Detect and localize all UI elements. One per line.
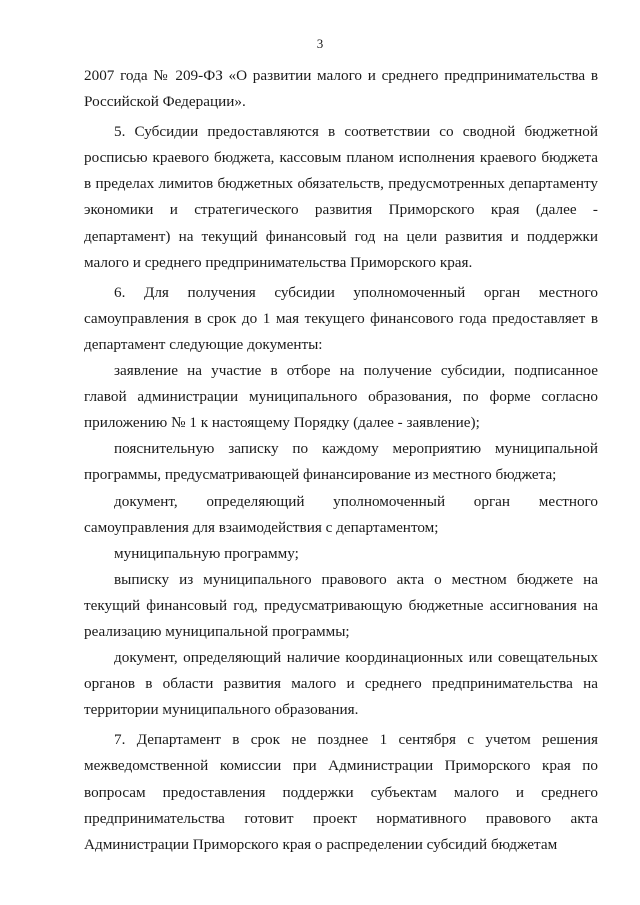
list-item-legal-act-extract: выписку из муниципального правового акта о местном бюджете на текущий финансовый год, предусматривающую бюджетные ассигнования на реализацию муниципальной программы;: [84, 570, 598, 640]
page-number: 3: [316, 36, 324, 51]
list-item-application: заявление на участие в отборе на получение субсидии, подписанное главой администрации муниципального образования, по форме согласно приложению № 1 к настоящему Порядку (далее - заявление);: [84, 362, 598, 432]
document-body: [84, 63, 598, 858]
list-item-authority-document: документ, определяющий уполномоченный орган местного самоуправления для взаимодействия с департаментом;: [84, 492, 598, 536]
paragraph-item-7: 7. Департамент в срок не позднее 1 сентября с учетом решения межведомственной комиссии при Администрации Приморского края по вопросам предоставления поддержки субъектам малого и среднего предпринимательства готовит проект нормативного правового акта Администрации Приморского края о распределении субсидий бюджетам: [84, 731, 598, 853]
paragraph-item-6: 6. Для получения субсидии уполномоченный орган местного самоуправления в срок до 1 мая текущего финансового года предоставляет в департамент следующие документы:: [84, 283, 598, 353]
paragraph-continuation: 2007 года № 209-ФЗ «О развитии малого и среднего предпринимательства в Российской Федерации».: [84, 67, 598, 111]
list-item-coordination-bodies: документ, определяющий наличие координационных или совещательных органов в области развития малого и среднего предпринимательства на территории муниципального образования.: [84, 649, 598, 719]
paragraph-item-5: 5. Субсидии предоставляются в соответствии со сводной бюджетной росписью краевого бюджета, кассовым планом исполнения краевого бюджета в пределах лимитов бюджетных обязательств, предусмотренных департаменту экономики и стратегического развития Приморского края (далее - департамент) на текущий финансовый год на цели развития и поддержки малого и среднего предпринимательства Приморского края.: [84, 123, 598, 271]
list-item-municipal-program: муниципальную программу;: [114, 544, 299, 562]
list-item-explanatory-note: пояснительную записку по каждому мероприятию муниципальной программы, предусматривающей финансирование из местного бюджета;: [84, 440, 598, 484]
